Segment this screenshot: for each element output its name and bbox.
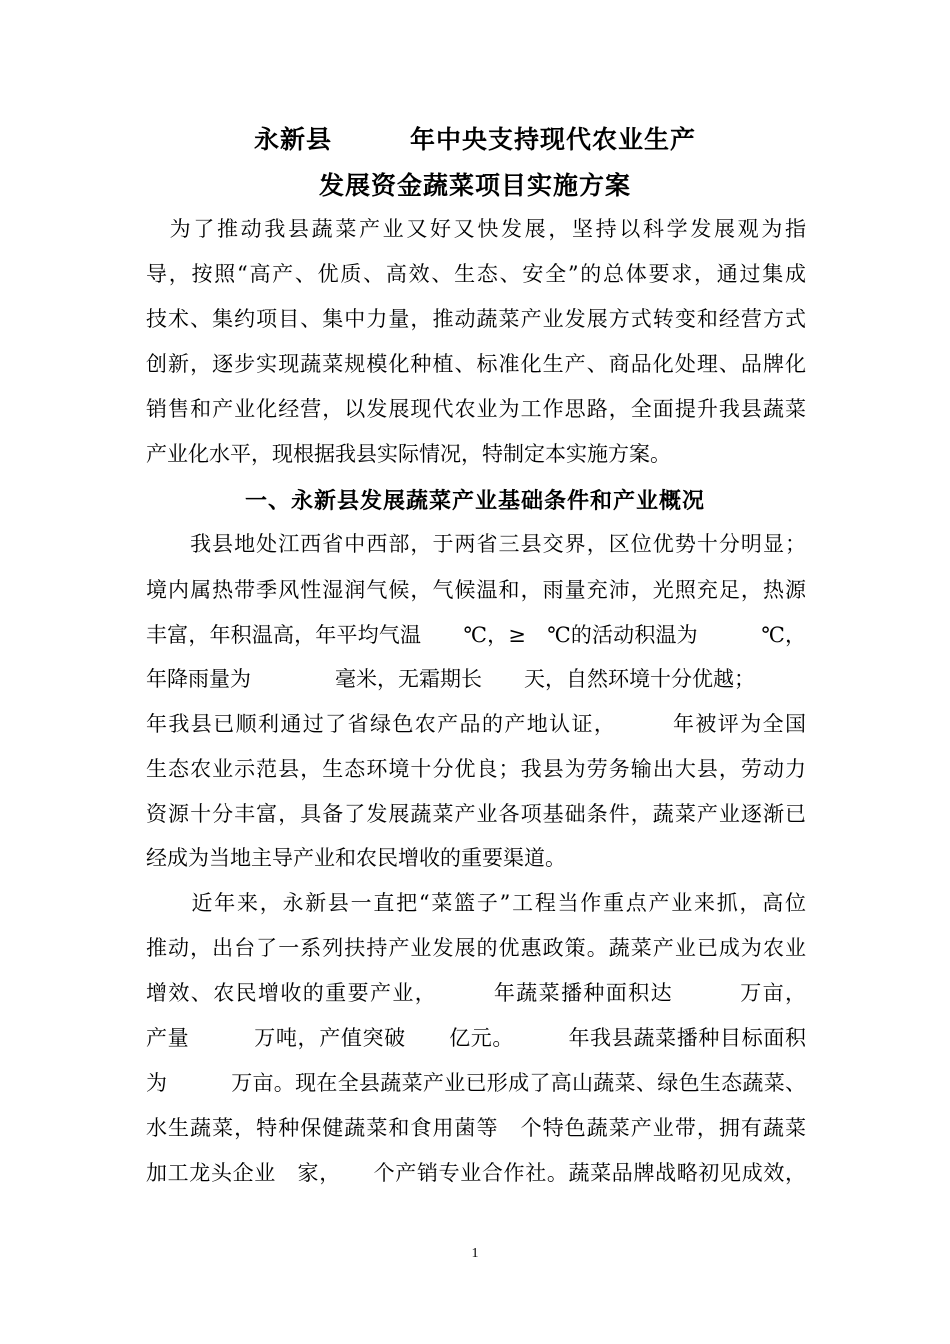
- paragraph-line: 销售和产业化经营，以发展现代农业为工作思路，全面提升我县蔬菜: [146, 397, 806, 421]
- paragraph-line: 为了推动我县蔬菜产业又好又快发展，坚持以科学发展观为指: [146, 217, 806, 241]
- paragraph-line: 推动，出台了一系列扶持产业发展的优惠政策。蔬菜产业已成为农业: [146, 936, 806, 960]
- paragraph-line: 生态农业示范县，生态环境十分优良；我县为劳务输出大县，劳动力: [146, 757, 806, 781]
- page-number: 1: [471, 1246, 479, 1261]
- paragraph-line: 产业化水平，现根据我县实际情况，特制定本实施方案。: [146, 442, 671, 466]
- paragraph-line: 为 万亩。现在全县蔬菜产业已形成了高山蔬菜、绿色生态蔬菜、: [146, 1071, 806, 1095]
- paragraph-line: 增效、农民增收的重要产业， 年蔬菜播种面积达 万亩，: [146, 981, 806, 1005]
- paragraph-line: 导，按照“高产、优质、高效、生态、安全”的总体要求，通过集成: [146, 262, 806, 286]
- paragraph-line: 年我县已顺利通过了省绿色农产品的产地认证， 年被评为全国: [146, 712, 806, 736]
- section-heading: 一、永新县发展蔬菜产业基础条件和产业概况: [244, 489, 705, 514]
- paragraph-line: 我县地处江西省中西部，于两省三县交界，区位优势十分明显；: [146, 532, 806, 556]
- paragraph-line: 产量 万吨，产值突破 亿元。 年我县蔬菜播种目标面积: [146, 1026, 806, 1050]
- paragraph-line: 资源十分丰富，具备了发展蔬菜产业各项基础条件，蔬菜产业逐渐已: [146, 802, 806, 826]
- paragraph-line: 技术、集约项目、集中力量，推动蔬菜产业发展方式转变和经营方式: [146, 307, 806, 331]
- paragraph-line: 经成为当地主导产业和农民增收的重要渠道。: [146, 846, 566, 870]
- paragraph-line: 境内属热带季风性湿润气候，气候温和，雨量充沛，光照充足，热源: [146, 578, 806, 602]
- paragraph-line: 丰富，年积温高，年平均气温 ℃，≥ ℃的活动积温为 ℃，: [146, 623, 806, 647]
- paragraph-line: 水生蔬菜，特种保健蔬菜和食用菌等 个特色蔬菜产业带，拥有蔬菜: [146, 1116, 806, 1140]
- paragraph-line: 加工龙头企业 家， 个产销专业合作社。蔬菜品牌战略初见成效，: [146, 1161, 806, 1185]
- paragraph-line: 创新，逐步实现蔬菜规模化种植、标准化生产、商品化处理、品牌化: [146, 352, 806, 376]
- paragraph-line: 近年来，永新县一直把“菜篮子”工程当作重点产业来抓，高位: [146, 891, 806, 915]
- document-title-line-2: 发展资金蔬菜项目实施方案: [318, 171, 631, 200]
- paragraph-line: 年降雨量为 毫米，无霜期长 天，自然环境十分优越；: [146, 667, 755, 691]
- document-title-line-1: 永新县 年中央支持现代农业生产: [253, 125, 696, 154]
